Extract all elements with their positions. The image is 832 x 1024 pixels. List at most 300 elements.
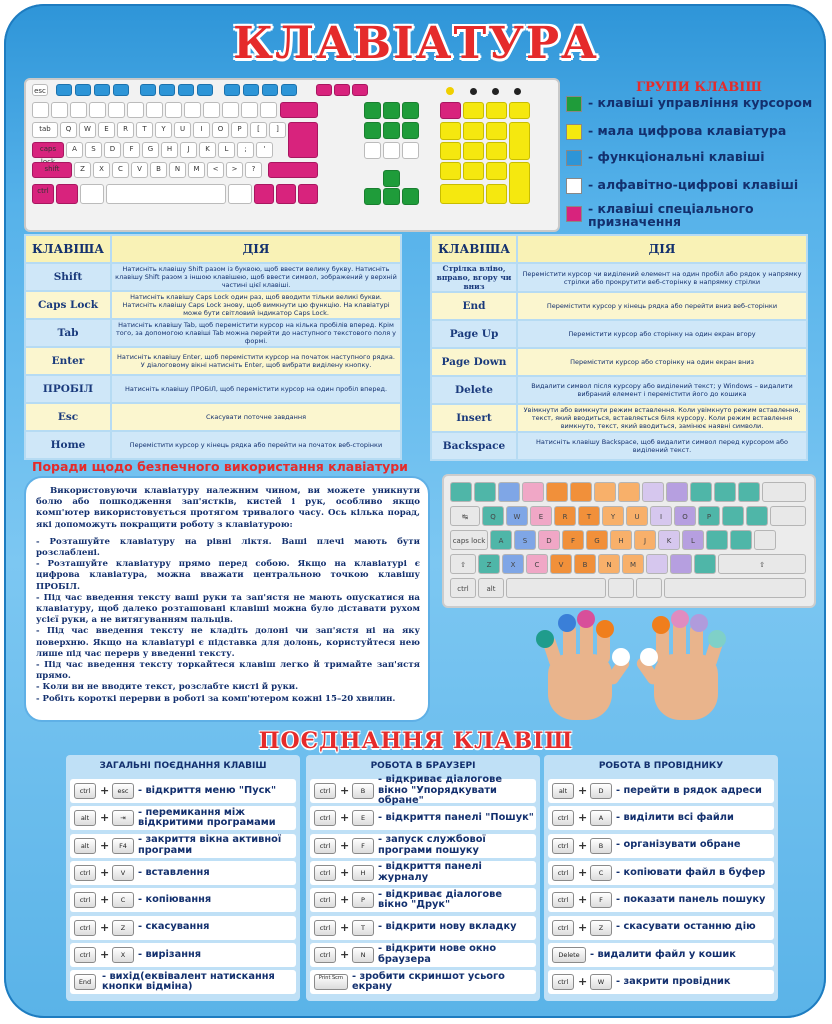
combo-column-header: ЗАГАЛЬНІ ПОЄДНАННЯ КЛАВІШ: [99, 761, 267, 771]
plus-sign: +: [340, 784, 350, 797]
number-key: [51, 102, 68, 118]
numpad-key: [486, 102, 507, 119]
letter-key: V: [550, 554, 572, 574]
white-swatch: [566, 178, 582, 194]
letter-key: [722, 506, 744, 526]
tip-item: - Під час введення тексту торкайтеся клавіш легко й тримайте зап'ястя прямо.: [36, 660, 420, 682]
number-key: [32, 102, 49, 118]
plus-sign: +: [578, 838, 588, 852]
combo-description: - перемикання між відкритими програмами: [138, 806, 276, 829]
ctrl-key: [636, 578, 662, 598]
plus-sign: +: [578, 784, 588, 797]
arrow-right-key: [402, 188, 419, 205]
keycap: A: [590, 810, 612, 826]
combo-description: - закриття вікна активної програми: [138, 834, 282, 856]
letter-key: Y: [155, 122, 172, 138]
space-key: [664, 578, 806, 598]
alt-key: [80, 184, 104, 204]
alt-key: [228, 184, 252, 204]
numpad-zero-key: [440, 184, 484, 204]
combo-description: - організувати обране: [616, 839, 741, 851]
indicator-light: [514, 88, 521, 95]
combo-description: - зробити скриншот усього екрану: [352, 970, 505, 993]
keycap: F: [590, 892, 612, 908]
function-key: [224, 84, 240, 96]
keycap: ⇥: [112, 810, 134, 826]
caps-lock-key: caps lock: [450, 530, 488, 550]
finger-zone-dot: [596, 620, 614, 638]
letter-key: E: [530, 506, 552, 526]
keycap: T: [352, 920, 374, 936]
letter-key: >: [226, 162, 243, 178]
letter-key: T: [136, 122, 153, 138]
plus-sign: +: [100, 784, 110, 797]
numpad-plus-key: [509, 122, 530, 160]
combo-row: [548, 970, 774, 994]
letter-key: D: [538, 530, 560, 550]
number-key: [666, 482, 688, 502]
numpad-key: [440, 102, 461, 119]
number-key: [594, 482, 616, 502]
combo-row: [70, 834, 296, 858]
number-key: [241, 102, 258, 118]
letter-key: K: [199, 142, 216, 158]
number-key: [222, 102, 239, 118]
letter-key: M: [188, 162, 205, 178]
letter-key: S: [85, 142, 102, 158]
plus-sign: +: [100, 865, 110, 879]
keycap: alt: [552, 783, 574, 799]
letter-key: [: [250, 122, 267, 138]
shift-key: shift: [32, 162, 72, 178]
numpad-key: [463, 102, 484, 119]
combo-description: - відкрити нову вкладку: [378, 921, 517, 933]
letter-key: W: [506, 506, 528, 526]
keycap: F4: [112, 838, 134, 854]
keycap: alt: [74, 838, 96, 854]
letter-key: K: [658, 530, 680, 550]
arrow-left-key: [364, 188, 381, 205]
combo-row: [70, 943, 296, 967]
finger-zone-dot: [577, 610, 595, 628]
keycap: B: [590, 838, 612, 854]
number-key: [546, 482, 568, 502]
letter-key: P: [698, 506, 720, 526]
tips-box: [24, 476, 430, 722]
table-header-action: ДІЯ: [111, 235, 401, 263]
plus-sign: +: [578, 975, 588, 989]
plus-sign: +: [578, 811, 588, 825]
indicator-light: [446, 87, 454, 95]
space-key: [506, 578, 606, 598]
combo-description: - відкриття меню "Пуск": [138, 784, 277, 796]
letter-key: P: [231, 122, 248, 138]
table-row: Backspace Натисніть клавішу Backspace, щоб видалити символ перед курсором або виділений текст.: [431, 432, 807, 460]
page-title: КЛАВІАТУРА: [233, 18, 599, 69]
numpad-dot-key: [486, 184, 507, 204]
combo-row: [548, 888, 774, 912]
combo-column: [306, 755, 540, 1001]
table-row: ПРОБІЛ Натисніть клавішу ПРОБІЛ, щоб перемістити курсор на один пробіл вперед.: [25, 375, 401, 403]
letter-key: W: [79, 122, 96, 138]
letter-key: B: [150, 162, 167, 178]
letter-key: L: [682, 530, 704, 550]
navigation-key: [364, 122, 381, 139]
plus-sign: +: [340, 865, 350, 879]
tab-key: ↹: [450, 506, 480, 526]
function-key: [140, 84, 156, 96]
finger-zone-dot: [640, 648, 658, 666]
letter-key: L: [218, 142, 235, 158]
function-key: [243, 84, 259, 96]
combo-row: [310, 888, 536, 912]
letter-key: Z: [74, 162, 91, 178]
letter-key: F: [562, 530, 584, 550]
letter-key: H: [610, 530, 632, 550]
plus-sign: +: [340, 947, 350, 961]
function-key: [113, 84, 129, 96]
keycap: ctrl: [314, 892, 336, 908]
combo-description: - показати панель пошуку: [616, 893, 766, 905]
caps-lock-key: caps: [32, 142, 64, 158]
function-key: [281, 84, 297, 96]
letter-key: O: [674, 506, 696, 526]
number-key: [450, 482, 472, 502]
space-key: [106, 184, 226, 204]
tip-item: - Розташуйте клавіатуру на рівні ліктя. Ваші плечі мають бути розслаблені.: [36, 536, 420, 559]
letter-key: Q: [60, 122, 77, 138]
numpad-key: [463, 122, 484, 140]
table-row: Home Перемістити курсор у кінець рядка або перейти на початок веб-сторінки: [25, 431, 401, 459]
finger-zone-dot: [708, 630, 726, 648]
combo-description: - виділити всі файли: [616, 812, 734, 824]
navigation-key: [383, 102, 400, 119]
tab-key: tab: [32, 122, 58, 138]
keycap: End: [74, 974, 96, 990]
navigation-key: [402, 102, 419, 119]
letter-key: R: [117, 122, 134, 138]
function-key: [262, 84, 278, 96]
plus-sign: +: [100, 920, 110, 934]
letter-key: A: [490, 530, 512, 550]
letter-key: [670, 554, 692, 574]
letter-key: ;: [237, 142, 254, 158]
letter-key: F: [123, 142, 140, 158]
combo-column: [544, 755, 778, 1001]
combo-description: - вихід(еквівалент натискання кнопки відміна): [102, 970, 275, 993]
keycap: ctrl: [74, 920, 96, 936]
keycap: F: [352, 838, 374, 854]
function-key: [94, 84, 110, 96]
number-key: [738, 482, 760, 502]
combo-row: [70, 916, 296, 940]
letter-key: [694, 554, 716, 574]
plus-sign: +: [100, 811, 110, 825]
table-header-key: КЛАВІША: [431, 235, 517, 263]
finger-zone-keyboard: [442, 474, 816, 608]
combo-row: [310, 834, 536, 858]
letter-key: H: [161, 142, 178, 158]
ctrl-key: ctrl: [450, 578, 476, 598]
keys-table-left: [24, 234, 402, 460]
tips-intro: Використовуючи клавіатуру належним чином, ви можете уникнути болю або пошкодження зап'ястків, кистей і рук, особливо якщо комп'ютер використовується протягом тривалого часу. Ось кілька порад, які допоможуть покращити роботу з клавіатурою:: [36, 486, 420, 530]
indicator-light: [470, 88, 477, 95]
function-key: [197, 84, 213, 96]
table-row: Tab Натисніть клавішу Tab, щоб перемістити курсор на кілька пробілів вперед. Крім того, за допомогою клавіші Tab можна перейти до наступного текстового поля у формі.: [25, 319, 401, 347]
keycap: H: [352, 865, 374, 881]
keys-table-right: [430, 234, 808, 461]
number-key: [474, 482, 496, 502]
letter-key: B: [574, 554, 596, 574]
navigation-key: [364, 102, 381, 119]
ctrl-key: [298, 184, 318, 204]
number-key: [570, 482, 592, 502]
letter-key: Z: [478, 554, 500, 574]
letter-key: E: [98, 122, 115, 138]
tip-item: - Під час введення тексту не кладіть долоні чи зап'ястя ні на яку поверхню. Якщо на клавіатурі є підставка для долонь, користуйтеся нею лише під час перерв у введенні тексту.: [36, 626, 420, 659]
esc-key: esc: [32, 84, 48, 96]
numpad-key: [486, 122, 507, 140]
letter-key: ?: [245, 162, 262, 178]
function-key: [178, 84, 194, 96]
letter-key: N: [169, 162, 186, 178]
finger-zone-dot: [536, 630, 554, 648]
table-row: Shift Натисніть клавішу Shift разом із буквою, щоб ввести велику букву. Натисніть клавішу Shift разом з іншою клавішею, щоб ввести символ, зображений у верхній частині цієї клавіші.: [25, 263, 401, 291]
table-row: Insert Увімкнути або вимкнути режим вставлення. Коли увімкнуто режим вставлення, текст, який вводиться, вставляється біля курсору. Коли режим вставлення вимкнуто, текст, який вводиться, замінює наявні символи.: [431, 404, 807, 432]
tip-item: - Під час введення тексту ваші руки та зап'ястя не мають опускатися на клавіатуру, щоб далеко розташовані клавіші можна було діставати рухом усієї руки, а не витягуванням пальців.: [36, 592, 420, 626]
letter-key: T: [578, 506, 600, 526]
keycap: ctrl: [552, 892, 574, 908]
plus-sign: +: [578, 865, 588, 879]
navigation-key: [383, 142, 400, 159]
keycap: ctrl: [74, 947, 96, 963]
number-key: [498, 482, 520, 502]
keycap: ctrl: [552, 865, 574, 881]
keycap: ctrl: [314, 865, 336, 881]
combo-column-header: РОБОТА В ПРОВІДНИКУ: [598, 761, 724, 771]
tips-title: Поради щодо безпечного використання клавіатури: [32, 459, 408, 474]
numpad-key: [463, 162, 484, 180]
keycap: E: [352, 810, 374, 826]
keycap: ctrl: [552, 838, 574, 854]
combo-row: [310, 970, 536, 994]
letter-key: [706, 530, 728, 550]
numpad-key: [463, 142, 484, 160]
blue-swatch: [566, 150, 582, 166]
function-key: [159, 84, 175, 96]
plus-sign: +: [340, 893, 350, 907]
number-key: [690, 482, 712, 502]
letter-key: S: [514, 530, 536, 550]
keycap: Z: [112, 920, 134, 936]
shift-key: [268, 162, 318, 178]
table-row: Enter Натисніть клавішу Enter, щоб перемістити курсор на початок наступного рядка. У діалоговому вікні натисніть Enter, щоб вибрати виділену кнопку.: [25, 347, 401, 375]
navigation-key: [402, 122, 419, 139]
letter-key: [746, 506, 768, 526]
function-key: [56, 84, 72, 96]
combo-row: [310, 806, 536, 830]
special-key: [352, 84, 368, 96]
keycap: P: [352, 892, 374, 908]
combos-title: ПОЄДНАННЯ КЛАВІШ: [258, 728, 574, 754]
shift-key: ⇧: [718, 554, 806, 574]
combo-description: - закрити провідник: [616, 975, 731, 987]
letter-key: [730, 530, 752, 550]
combo-description: - відкриває діалогове вікно "Упорядкувати обране": [378, 774, 502, 807]
alt-key: [608, 578, 634, 598]
plus-sign: +: [100, 838, 110, 852]
table-row: Delete Видалити символ після курсору або виділений текст; у Windows – видалити вибраний елемент і перемістити його до кошика: [431, 376, 807, 404]
combo-description: - відкриття панелі журналу: [378, 861, 482, 883]
number-key: [146, 102, 163, 118]
letter-key: A: [66, 142, 83, 158]
special-key: [334, 84, 350, 96]
letter-key: X: [502, 554, 524, 574]
combo-row: [70, 888, 296, 912]
numpad-enter-key: [509, 162, 530, 204]
arrow-down-key: [383, 188, 400, 205]
plus-sign: +: [100, 893, 110, 907]
table-header-key: КЛАВІША: [25, 235, 111, 263]
keycap: Print Scrn: [314, 974, 348, 990]
finger-zone-dot: [690, 614, 708, 632]
combo-row: [310, 861, 536, 885]
numpad-key: [440, 142, 461, 160]
letter-key: J: [180, 142, 197, 158]
keycap: ctrl: [74, 783, 96, 799]
combo-description: - перейти в рядок адреси: [616, 784, 762, 796]
table-row: Стрілка вліво, вправо, вгору чи вниз Перемістити курсор чи виділений елемент на один пробіл або рядок у напрямку стрілки або прокрутити веб-сторінку в напрямку стрілки: [431, 263, 807, 292]
green-swatch: [566, 96, 582, 112]
keycap: D: [590, 783, 612, 799]
number-key: [127, 102, 144, 118]
combo-row: [310, 774, 536, 807]
number-key: [642, 482, 664, 502]
letter-key: U: [174, 122, 191, 138]
keycap: V: [112, 865, 134, 881]
letter-key: Q: [482, 506, 504, 526]
plus-sign: +: [340, 920, 350, 934]
combo-description: - копіювання: [138, 893, 212, 905]
combo-description: - скасувати останню дію: [616, 921, 756, 933]
keycap: ctrl: [552, 974, 574, 990]
keycap: ctrl: [314, 810, 336, 826]
combo-description: - вирізання: [138, 948, 202, 960]
combo-description: - копіювати файл в буфер: [616, 866, 766, 878]
combo-row: [548, 779, 774, 803]
combo-row: [548, 943, 774, 967]
navigation-key: [402, 142, 419, 159]
keycap: Delete: [552, 947, 586, 963]
menu-key: [276, 184, 296, 204]
keycap: X: [112, 947, 134, 963]
letter-key: U: [626, 506, 648, 526]
combo-row: [310, 916, 536, 940]
plus-sign: +: [578, 893, 588, 907]
letter-key: V: [131, 162, 148, 178]
letter-key: [646, 554, 668, 574]
combo-description: - вставлення: [138, 866, 210, 878]
letter-key: R: [554, 506, 576, 526]
letter-key: M: [622, 554, 644, 574]
number-key: [522, 482, 544, 502]
letter-key: [754, 530, 776, 550]
numpad-key: [486, 162, 507, 180]
number-key: [108, 102, 125, 118]
table-header-action: ДІЯ: [517, 235, 807, 263]
keycap: ctrl: [314, 920, 336, 936]
win-key: [254, 184, 274, 204]
navigation-key: [364, 142, 381, 159]
keycap: ctrl: [552, 810, 574, 826]
letter-key: C: [526, 554, 548, 574]
letter-key: G: [586, 530, 608, 550]
keycap: C: [112, 892, 134, 908]
combo-row: [310, 943, 536, 967]
number-key: [714, 482, 736, 502]
table-row: Caps Lock Натисніть клавішу Caps Lock один раз, щоб вводити тільки великі букви. Натисніть клавішу Caps Lock знову, щоб вимкнути цю функцію. На клавіатурі може бути світловий індикатор Caps Lock.: [25, 291, 401, 319]
letter-key: C: [112, 162, 129, 178]
shift-key: ⇧: [450, 554, 476, 574]
finger-zone-dot: [612, 648, 630, 666]
finger-zone-dot: [671, 610, 689, 628]
navigation-key: [383, 122, 400, 139]
table-row: Page Down Перемістити курсор або сторінку на один екран вниз: [431, 348, 807, 376]
combo-row: [70, 806, 296, 830]
letter-key: O: [212, 122, 229, 138]
combo-row: [548, 861, 774, 885]
number-key: [618, 482, 640, 502]
special-key: [316, 84, 332, 96]
tip-item: - Коли ви не вводите текст, розслабте кисті й руки.: [36, 682, 299, 693]
combo-row: [548, 806, 774, 830]
number-key: [165, 102, 182, 118]
keycap: ctrl: [74, 865, 96, 881]
table-row: Page Up Перемістити курсор або сторінку на один екран вгору: [431, 320, 807, 348]
keycap: ctrl: [314, 783, 336, 799]
combo-description: - відкриває діалогове вікно "Друк": [378, 888, 502, 911]
letter-key: Y: [602, 506, 624, 526]
keycap: ctrl: [314, 838, 336, 854]
combo-description: - скасування: [138, 921, 210, 933]
magenta-swatch: [566, 206, 582, 222]
numpad-key: [440, 122, 461, 140]
table-row: Esc Скасувати поточне завдання: [25, 403, 401, 431]
letter-key: G: [142, 142, 159, 158]
keycap: alt: [74, 810, 96, 826]
keycap: W: [590, 974, 612, 990]
tip-item: - Робіть короткі перерви в роботі за комп'ютером кожні 15–20 хвилин.: [36, 693, 396, 704]
legend-title: ГРУПИ КЛАВІШ: [636, 80, 762, 95]
letter-key: I: [193, 122, 210, 138]
combo-row: [548, 916, 774, 940]
function-key: [75, 84, 91, 96]
numpad-key: [440, 162, 461, 180]
yellow-swatch: [566, 124, 582, 140]
plus-sign: +: [340, 811, 350, 825]
letter-key: I: [650, 506, 672, 526]
finger-zone-dot: [652, 616, 670, 634]
keycap: ctrl: [552, 920, 574, 936]
number-key: [260, 102, 277, 118]
numpad-key: [486, 142, 507, 160]
combo-row: [70, 861, 296, 885]
number-key: [89, 102, 106, 118]
keycap: esc: [112, 783, 134, 799]
combo-description: - відкриття панелі "Пошук": [378, 812, 534, 824]
keyboard-illustration: [24, 78, 560, 232]
plus-sign: +: [100, 947, 110, 961]
